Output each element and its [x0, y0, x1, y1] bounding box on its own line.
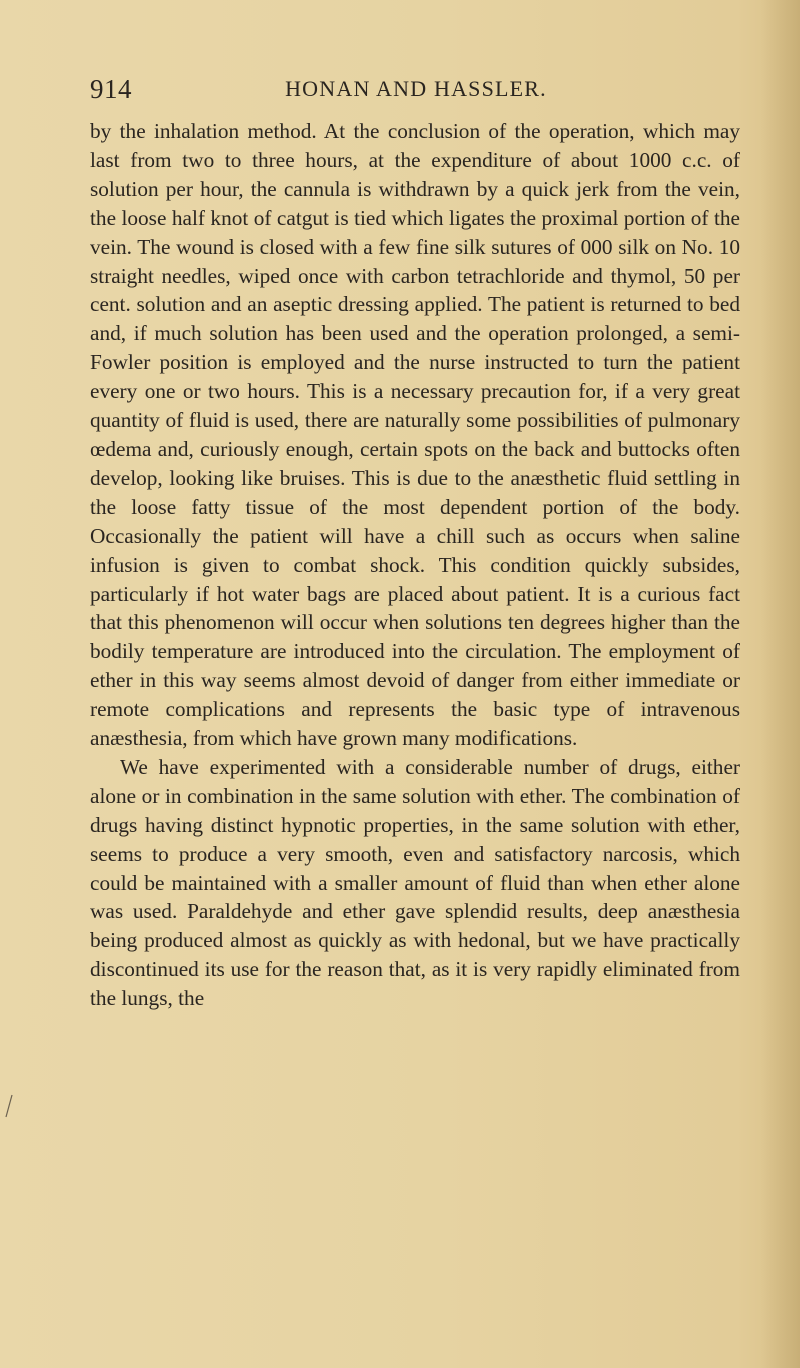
pencil-stroke: [6, 1095, 12, 1117]
page-number: 914: [90, 74, 132, 104]
paragraph: by the inhalation method. At the conclusion of the operation, which may last from two to three hours, at the expenditure of about 1000 c.c. of solution per hour, the cannula is withdrawn by a quick jerk from the vein, the loose half knot of catgut is tied which ligates the proximal portion of the vein. The wound is closed with a few fine silk sutures of 000 silk on No. 10 straight needles, wiped once with carbon tetrachloride and thymol, 50 per cent. solution and an aseptic dressing applied. The patient is returned to bed and, if much solution has been used and the operation prolonged, a semi-Fowler position is employed and the nurse instructed to turn the patient every one or two hours. This is a necessary precaution for, if a very great quantity of fluid is used, there are naturally some possibilities of pulmonary œdema and, curiously enough, certain spots on the back and buttocks often develop, looking like bruises. This is due to the anæsthetic fluid settling in the loose fatty tissue of the most dependent portion of the body. Occasionally the patient will have a chill such as occurs when saline infusion is given to combat shock. This condition quickly subsides, particularly if hot water bags are placed about patient. It is a curious fact that this phenomenon will occur when solutions ten degrees higher than the bodily temperature are introduced into the circulation. The employment of ether in this way seems almost devoid of danger from either immediate or remote complications and represents the basic type of intravenous anæsthesia, from which have grown many modifications.: [90, 119, 740, 751]
running-head: HONAN AND HASSLER.: [285, 76, 547, 101]
paragraph: We have experimented with a considerable number of drugs, either alone or in combination in the same solution with ether. The combination of drugs having distinct hypnotic properties, in the same solution with ether, seems to produce a very smooth, even and satisfactory narcosis, which could be maintained with a smaller amount of fluid than when ether alone was used. Paraldehyde and ether gave splendid results, deep anæsthesia being produced almost as quickly as with hedonal, but we have practically discontinued its use for the reason that, as it is very rapidly eliminated from the lungs, the: [90, 754, 740, 1011]
